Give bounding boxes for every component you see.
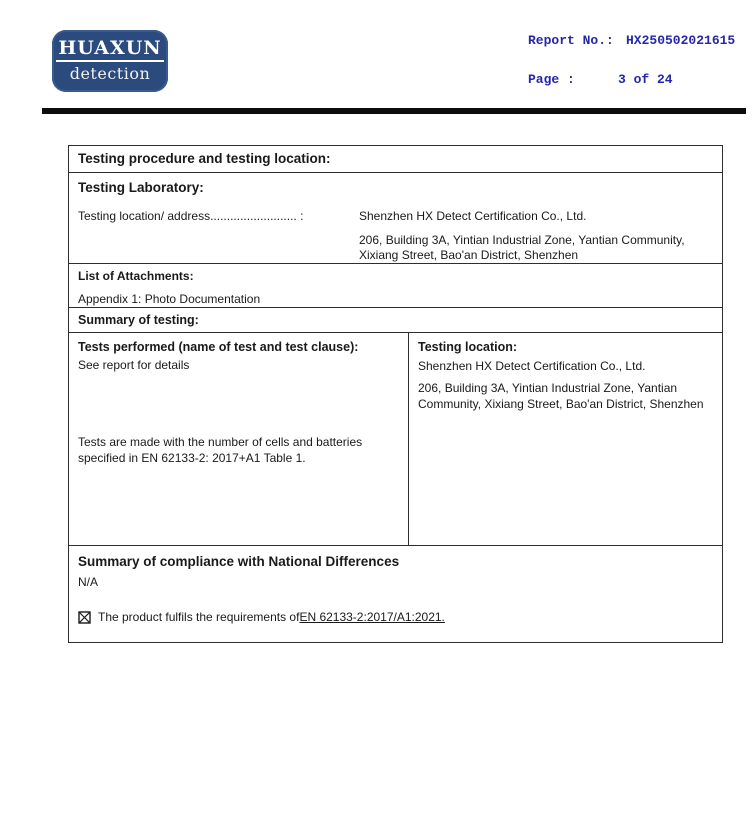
header-report-info xyxy=(528,33,735,87)
testing-laboratory-title: Testing Laboratory: xyxy=(78,180,204,195)
report-no-line xyxy=(528,33,735,48)
logo-subtitle: detection xyxy=(69,64,151,84)
tests-performed-detail: See report for details xyxy=(78,358,190,372)
compliance-statement xyxy=(78,610,713,625)
address-label: Testing location/ address.......................... : xyxy=(78,209,304,224)
address-company: Shenzhen HX Detect Certification Co., Ltd. xyxy=(359,209,587,224)
report-no-label: Report No.: xyxy=(528,33,614,48)
row-testing-procedure xyxy=(69,146,722,173)
tests-performed-header: Tests performed (name of test and test clause): xyxy=(78,340,359,354)
page-number-line xyxy=(528,72,735,87)
testing-location-header: Testing location: xyxy=(418,340,518,354)
tests-performed-note: Tests are made with the number of cells and batteries specified in EN 62133-2: 2017+A1 Table 1. xyxy=(78,435,363,465)
page-label: Page : xyxy=(528,72,575,87)
tests-performed-cell xyxy=(69,333,409,545)
checked-checkbox-icon xyxy=(78,611,91,624)
summary-of-testing-title: Summary of testing: xyxy=(78,313,199,327)
page-value: 3 of 24 xyxy=(618,72,673,87)
attachments-item: Appendix 1: Photo Documentation xyxy=(78,292,261,307)
row-compliance-summary xyxy=(69,546,722,642)
testing-info-table xyxy=(68,145,723,643)
report-no-value: HX250502021615 xyxy=(626,33,736,48)
compliance-standard-reference: EN 62133-2:2017/A1:2021. xyxy=(299,609,445,624)
row-tests-performed xyxy=(69,333,722,546)
testing-location-street: 206, Building 3A, Yintian Industrial Zone, Yantian Community, Xixiang Street, Bao'an District, Shenzhen xyxy=(418,381,704,411)
header-divider-rule xyxy=(42,108,746,114)
testing-location-company: Shenzhen HX Detect Certification Co., Ltd. xyxy=(418,359,646,373)
compliance-na-value: N/A xyxy=(78,575,99,590)
row-attachments xyxy=(69,264,722,308)
compliance-title: Summary of compliance with National Differences xyxy=(78,554,400,569)
testing-location-address xyxy=(78,209,713,263)
testing-procedure-title: Testing procedure and testing location: xyxy=(78,151,331,167)
address-value xyxy=(359,209,699,263)
logo-title: HUAXUN xyxy=(56,39,163,63)
testing-location-cell xyxy=(409,333,727,545)
address-street: 206, Building 3A, Yintian Industrial Zone, Yantian Community, Xixiang Street, Bao'an District, Shenzhen xyxy=(359,232,685,262)
attachments-title: List of Attachments: xyxy=(78,269,194,283)
row-testing-laboratory xyxy=(69,173,722,264)
huaxun-logo xyxy=(52,30,168,92)
row-summary-of-testing xyxy=(69,308,722,333)
compliance-statement-text: The product fulfils the requirements of xyxy=(98,609,300,624)
